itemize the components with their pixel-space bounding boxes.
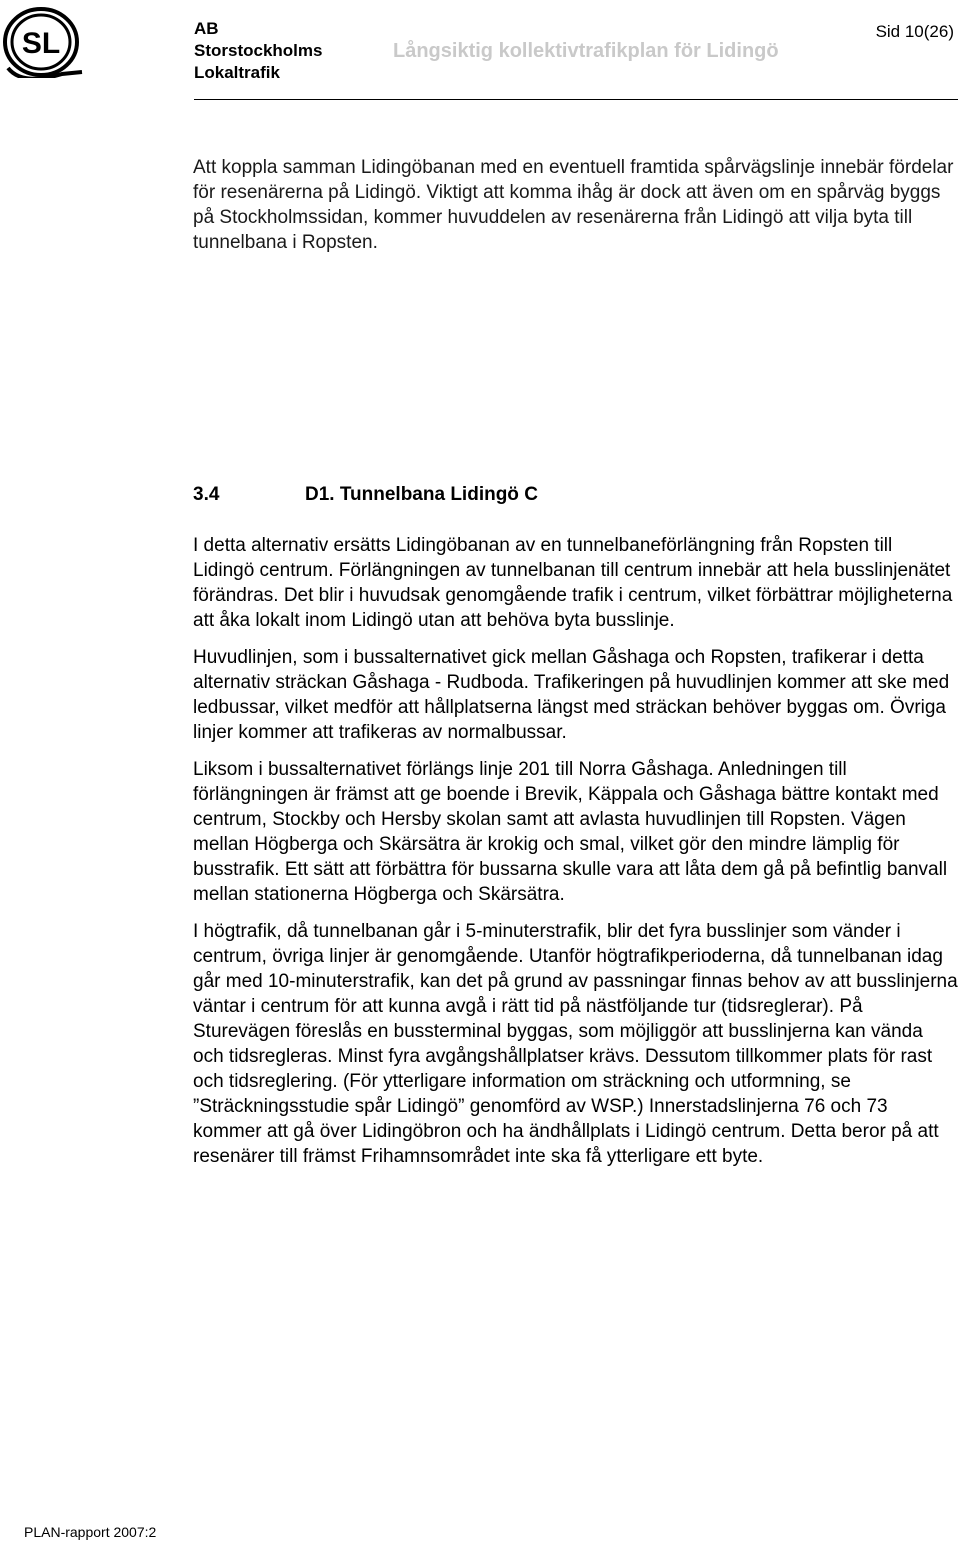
header-divider	[194, 99, 958, 100]
page-number: Sid 10(26)	[875, 22, 954, 41]
document-title: Långsiktig kollektivtrafikplan för Lidingö	[393, 40, 779, 62]
footer-report-id: PLAN-rapport 2007:2	[24, 1524, 157, 1540]
company-line: Lokaltrafik	[194, 63, 280, 82]
svg-text:SL: SL	[21, 27, 61, 60]
intro-paragraph: Att koppla samman Lidingöbanan med en eventuell framtida spårvägslinje innebär fördelar för resenärerna på Lidingö. Viktigt att komma ihåg är dock att även om en spårväg byggs på Stockholmssidan, kommer huvuddelen av resenärerna från Lidingö att vilja byta till tunnelbana i Ropsten.	[193, 157, 954, 253]
body-paragraph: I högtrafik, då tunnelbanan går i 5-minuterstrafik, blir det fyra busslinjer som vänder i centrum, övriga linjer är genomgående. Utanför högtrafikperioderna, då tunnelbanan idag går med 10-minuterstrafik, kan det på grund av passningar finnas behov av att busslinjerna väntar i centrum för att kunna avgå i rätt tid på nästföljande tur (tidsreglerar). På Sturevägen föreslås en bussterminal byggas, som möjliggör att busslinjerna kan vända och tidsregleras. Minst fyra avgångshållplatser krävs. Dessutom tillkommer plats för rast och tidsreglering. (För ytterligare information om sträckning och utformning, se ”Sträckningsstudie spår Lidingö” genomförd av WSP.) Innerstadslinjerna 76 och 73 kommer att gå över Lidingöbron och ha ändhållplats i Lidingö centrum. Detta beror på att resenärer till främst Frihamnsområdet inte ska få ytterligare ett byte.	[193, 921, 958, 1167]
body-paragraph: Liksom i bussalternativet förlängs linje 201 till Norra Gåshaga. Anledningen till förlängningen är främst att ge boende i Brevik, Käppala och Gåshaga bättre kontakt med centrum, Stockby och Hersby skolan samt att avlasta huvudlinjen till Ropsten. Vägen mellan Högberga och Skärsätra är krokig och smal, vilket gör den mindre lämplig för busstrafik. Ett sätt att förbättra för bussarna skulle vara att låta dem gå på befintlig banvall mellan stationerna Högberga och Skärsätra.	[193, 759, 948, 905]
company-line: AB	[194, 19, 219, 38]
sl-logo-icon	[2, 6, 88, 78]
company-name	[194, 18, 322, 84]
section-number: 3.4	[193, 484, 220, 505]
section-title: D1. Tunnelbana Lidingö C	[305, 484, 538, 505]
page-content	[193, 155, 958, 1169]
section-heading	[193, 482, 958, 507]
body-paragraph: Huvudlinjen, som i bussalternativet gick mellan Gåshaga och Ropsten, trafikerar i detta alternativ sträckan Gåshaga - Rudboda. Trafikeringen på huvudlinjen kommer att ske med ledbussar, vilket medför att hållplatserna längst med sträckan behöver byggas om. Övriga linjer kommer att trafikeras av normalbussar.	[193, 647, 950, 743]
company-line: Storstockholms	[194, 41, 323, 60]
body-paragraph: I detta alternativ ersätts Lidingöbanan av en tunnelbaneförlängning från Ropsten till Lidingö centrum. Förlängningen av tunnelbanan till centrum innebär att hela busslinjenätet förändras. Det blir i huvudsak genomgående trafik i centrum, vilket förbättrar möjligheterna att åka lokalt inom Lidingö utan att behöva byta busslinje.	[193, 535, 953, 631]
